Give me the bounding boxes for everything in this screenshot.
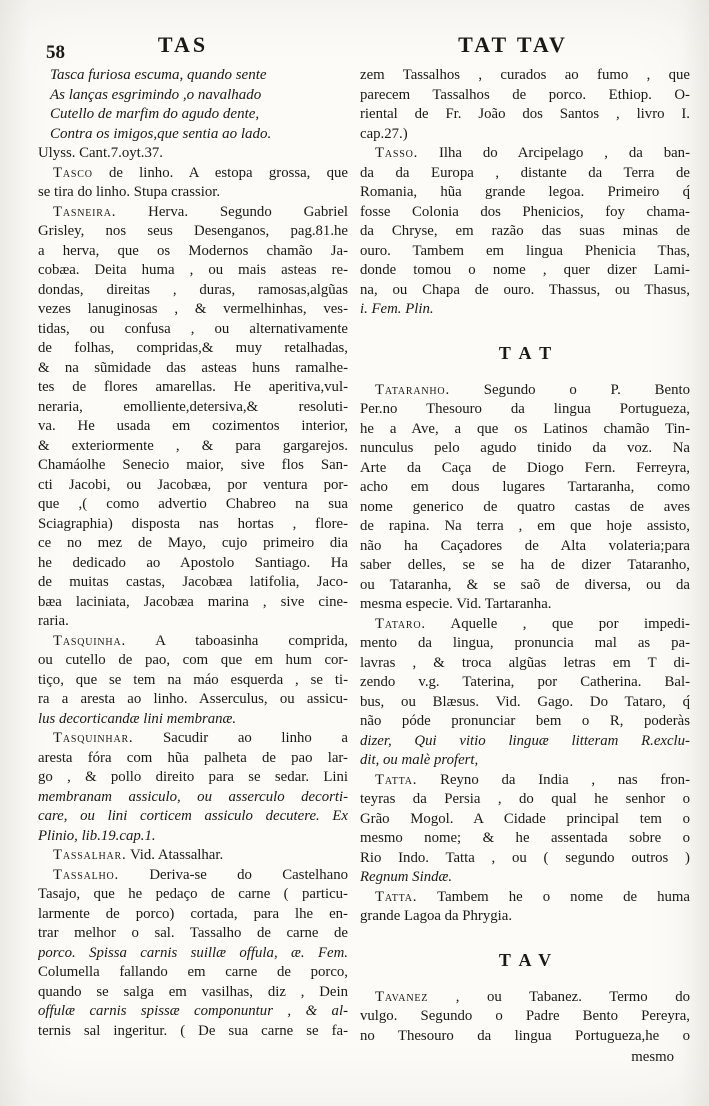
text-line: care, ou lini corticem assiculo decutere. Ex — [38, 808, 348, 824]
text-line: Tasajo, que he pedaço de carne ( particu- — [38, 886, 348, 902]
text-line: Tasso. Ilha do Arcipelago , da ban- — [375, 145, 690, 161]
text-line: acho em dous lugares Tartaranha, como — [360, 479, 690, 495]
entry-headword: Tassalhar. — [53, 847, 127, 863]
text-line: & na sũmidade das asteas huns ramalhe- — [38, 359, 348, 376]
text-line: go , & pollo direito para se sedar. Lini — [38, 769, 348, 785]
text-line: & exteriormente , & para gargarejos. — [38, 437, 348, 454]
text-line: he dedicado ao Apostolo Santiago. Ha — [38, 554, 348, 571]
text-line: ternis sal ingeritur. ( De sua carne se fa- — [38, 1022, 348, 1039]
text-line: Grão Mogol. A Cidade principal tem o — [360, 810, 690, 827]
text-line: de folhas, compridas,& muy retalhadas, — [38, 340, 348, 356]
text-line: vezes lanuginosas , & vermelhinhas, ves- — [38, 301, 348, 317]
text-line: i. Fem. Plin. — [360, 301, 434, 317]
text-line: Arte da Caça de Diogo Fern. Ferreyra, — [360, 459, 690, 476]
text-line: mento da lingua, pronuncia mal as pa- — [360, 635, 690, 651]
text-line: Columella fallando em carne de porco, — [38, 964, 348, 980]
text-line: neraria, emolliente,detersiva,& resoluti- — [38, 398, 348, 415]
text-line: mesmo nome; & he assentada sobre o — [360, 830, 690, 846]
text-line: Tasneira. Herva. Segundo Gabriel — [53, 203, 348, 220]
text-line: nunculus pelo agudo tinido da voz. Na — [360, 440, 690, 456]
text-line: no Thesouro da lingua Portugueza,he o — [360, 1027, 690, 1044]
paragraph — [38, 144, 348, 164]
text-line: na, ou Chapa de ouro. Thassus, ou Thasus, — [360, 281, 690, 298]
entry-headword: Tasquinha. — [53, 632, 126, 649]
text-line: va. He usada em cozimentos interior, — [38, 418, 348, 434]
text-line: bus, ou Blæsus. Vid. Gago. Do Tataro, q́ — [360, 693, 690, 710]
text-line: quando se salga em vasilhas, diz , Dein — [38, 983, 348, 1000]
text-line: ou Tataranha, & se saõ de diversa, ou da — [360, 576, 690, 593]
text-line: aresta fóra com hũa palheta de pao lar- — [38, 749, 348, 766]
entry-headword: Tavanez — [375, 988, 429, 1005]
text-line: Grisley, nos seus Desenganos, pag.81.he — [38, 223, 348, 239]
text-line: zem Tassalhos , curados ao fumo , que — [360, 67, 690, 83]
text-line: não póde pronunciar bem o R, poderàs — [360, 713, 690, 729]
text-line: a herva, que os Modernos chamão Ja- — [38, 242, 348, 259]
text-line: bæa laciniata, Jacobæa marina , sive cine- — [38, 593, 348, 610]
entry-headword: Tasso. — [375, 145, 419, 161]
text-line: mesma especie. Vid. Tartaranha. — [360, 596, 552, 612]
text-line: lus decorticandæ lini membranæ. — [38, 710, 237, 727]
text-line: dizer, Qui vitio linguæ litteram R.exclu- — [360, 732, 690, 749]
text-line: trar melhor o sal. Tassalho de carne de — [38, 925, 348, 941]
text-line: lavras , & troca algũas letras em T di- — [360, 654, 690, 671]
entry-headword: Tasquinhar. — [53, 730, 134, 746]
paragraph — [360, 66, 690, 144]
dictionary-entry — [360, 381, 690, 615]
text-line: da da Europa , distante da Terra de — [360, 164, 690, 181]
text-line: Tavanez , ou Tabanez. Termo do — [375, 988, 690, 1005]
entry-headword: Tasco — [53, 164, 93, 181]
dictionary-entry — [38, 866, 348, 1042]
dictionary-entry — [360, 144, 690, 320]
running-title-right: TAT TAV — [458, 32, 568, 57]
running-header — [0, 32, 709, 66]
text-line: Tasca furiosa escuma, quando sente — [50, 67, 267, 83]
text-line: ouro. Tambem em lingua Phenicia Thas, — [360, 242, 690, 259]
dictionary-entry — [360, 615, 690, 771]
text-line: ra a aresta ao linho. Asserculus, ou assicu- — [38, 691, 348, 707]
dictionary-entry — [360, 771, 690, 888]
text-line: Tatta. Tambem he o nome de huma — [375, 888, 690, 905]
verse-quote — [38, 66, 348, 144]
text-line: Plinio, lib.19.cap.1. — [38, 827, 156, 844]
text-line: grande Lagoa da Phrygia. — [360, 908, 513, 924]
text-line: Ulyss. Cant.7.oyt.37. — [38, 145, 163, 161]
text-line: larmente de porco) cortada, para lhe en- — [38, 905, 348, 922]
text-line: Contra os imigos,que sentia ao lado. — [50, 125, 272, 142]
text-line: Tataranho. Segundo o P. Bento — [375, 381, 690, 398]
dictionary-entry — [360, 888, 690, 927]
text-line: Tasquinhar. Sacudir ao linho a — [53, 730, 348, 746]
dictionary-entry — [38, 729, 348, 846]
text-line: riental de Fr. João dos Santos , livro I. — [360, 106, 690, 122]
entry-headword: Tatta. — [375, 888, 418, 905]
text-line: de rapina. Na terra , em que hoje assisto, — [360, 518, 690, 534]
text-line: Sciagraphia) disposta nas hortas , flore- — [38, 515, 348, 532]
text-line: raria. — [38, 613, 69, 629]
text-line: Rio Indo. Tatta , ou ( segundo outros ) — [360, 849, 690, 866]
text-line: não ha Caçadores de Alta volateria;para — [360, 537, 690, 554]
text-line: da Chryse, em razão das suas minas de — [360, 223, 690, 239]
text-line: As lanças esgrimindo ,o navalhado — [50, 86, 262, 103]
dictionary-entry — [38, 846, 348, 866]
text-line: se tira do linho. Stupa crassior. — [38, 184, 221, 200]
page-number: 58 — [46, 42, 65, 63]
text-line: cti Jacobi, ou Jacobæa, por ventura por- — [38, 476, 348, 493]
section-heading: TAV — [498, 949, 561, 970]
left-column — [38, 66, 348, 1068]
text-line: Chamáolhe Senecio maior, sive flos San- — [38, 457, 348, 473]
dictionary-entry — [38, 632, 348, 730]
text-line: porco. Spissa carnis suillæ offula, æ. Fem. — [38, 944, 348, 961]
running-title-left: TAS — [157, 32, 209, 57]
text-line: saber delles, se se ha de dizer Tataranho, — [360, 557, 690, 573]
text-line: offulæ carnis spissæ componuntur , & al- — [38, 1003, 348, 1019]
text-line: Tasco de linho. A estopa grossa, que — [53, 164, 348, 181]
text-line: zendo v.g. Taterina, por Catherina. Bal- — [360, 674, 690, 690]
text-line: fosse Colonia dos Phenicios, foy chama- — [360, 203, 690, 220]
text-line: he a Ave, a que os Latinos chamão Tin- — [360, 420, 690, 437]
entry-headword: Tataranho. — [375, 381, 450, 398]
text-line: cap.27.) — [360, 125, 408, 142]
text-line: donde tomou o nome , quer dizer Lami- — [360, 262, 690, 278]
text-line: Tassalho. Deriva-se do Castelhano — [53, 866, 348, 883]
entry-headword: Tatta. — [375, 771, 418, 788]
text-line: Cutello de marfim do agudo dente, — [50, 106, 260, 122]
catchword: mesmo — [631, 1049, 674, 1065]
text-line: dondas, direitas , duras, ramosas,algũas — [38, 281, 348, 298]
dictionary-entry — [38, 164, 348, 203]
text-line: tiço, que se tem na máo esquerda , se ti- — [38, 671, 348, 688]
text-line: membranam assiculo, ou asserculo decorti- — [38, 788, 348, 805]
text-line: vulgo. Segundo o Padre Bento Pereyra, — [360, 1008, 690, 1024]
dictionary-entry — [360, 988, 690, 1047]
text-line: que ,( como advertio Chabreo na sua — [38, 496, 348, 512]
section-heading: TAT — [498, 342, 561, 363]
text-line: teyras da Persia , do qual he senhor o — [360, 791, 690, 807]
text-line: ou cutello de pao, com que em hum cor- — [38, 652, 348, 668]
right-column — [360, 66, 690, 1068]
text-line: ce no mez de Mayo, cujo primeiro dia — [38, 535, 348, 551]
text-line: Tataro. Aquelle , que por impedi- — [375, 615, 690, 632]
text-line: Tasquinha. A taboasinha comprida, — [53, 632, 348, 649]
text-line: dit, ou malè profert, — [360, 752, 479, 768]
text-line: Per.no Thesouro da lingua Portugueza, — [360, 401, 690, 417]
entry-headword: Tataro. — [375, 615, 426, 632]
text-line: Romania, hũa grande legoa. Primeiro q́ — [360, 184, 690, 200]
text-line: cobæa. Deita huma , ou mais asteas re- — [38, 262, 348, 278]
text-line: tes de flores amarellas. He aperitiva,vul- — [38, 379, 348, 395]
text-line: Regnum Sindæ. — [360, 869, 453, 885]
text-line: tidas, ou confusa , ou alternativamente — [38, 320, 348, 337]
text-line: nome generico de quatro castas de aves — [360, 498, 690, 515]
entry-headword: Tassalho. — [53, 866, 120, 883]
text-line: Tatta. Reyno da India , nas fron- — [375, 771, 690, 788]
text-line: Tassalhar. Vid. Atassalhar. — [53, 847, 224, 863]
text-line: parecem Tassalhos de porco. Ethiop. O- — [360, 86, 690, 103]
entry-headword: Tasneira. — [53, 203, 117, 220]
text-line: de muitas castas, Jacobæa latifolia, Jaco- — [38, 574, 348, 590]
text-columns — [38, 66, 690, 1068]
dictionary-entry — [38, 203, 348, 632]
